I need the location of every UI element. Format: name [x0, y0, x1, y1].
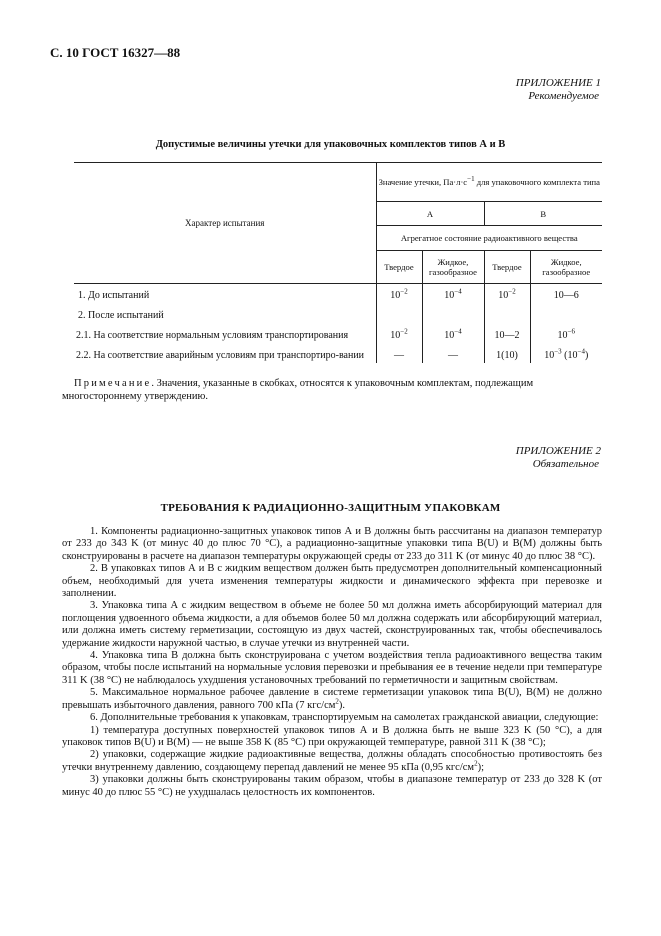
table-row — [74, 303, 602, 323]
appendix-2-label — [516, 445, 601, 471]
note-text: . Значения, указанные в скобках, относятся к упаковочным комплектам, подлежащим многостороннему утверждению. — [62, 378, 534, 402]
cell-a-solid: $10^{-2}$ — [376, 323, 422, 343]
a-solid-header: Твердое — [376, 251, 422, 284]
paragraph-4: 4. Упаковка типа В должна быть сконструирована с учетом воздействия тепла радиоактивного вещества таким образом, чтобы после испытаний на нормальные условия перевозки и пребывания ее в течение недели при температуре 311 K (38 °C) не наблюдалось ухудшения установочных требований по герметичности и защитным свойствам. — [62, 650, 602, 686]
leak-header-text: Значение утечки, Па·л·с — [378, 177, 468, 187]
paragraph-6: 6. Дополнительные требования к упаковкам, транспортируемым на самолетах гражданской авиации, следующие: — [90, 712, 599, 724]
cell-b-solid: 1(10) — [484, 343, 530, 363]
row-label: 1. До испытаний — [78, 290, 150, 301]
page-header: С. 10 ГОСТ 16327—88 — [50, 45, 181, 60]
paragraph-3: 3. Упаковка типа А с жидким веществом в объеме не более 50 мл должна иметь абсорбирующий материал для поглощения удвоенного объема жидкости, а для объемов более 50 мл должна содержать или абсорбирующий материал, или должна иметь систему герметизации, состоящую из двух частей, сконструированных так, чтобы обеспечивалось удержание жидкости наружной частью, в случае утечки из внутренней части. — [62, 600, 602, 649]
col-leak-header — [376, 163, 602, 202]
paragraph-6-2: 2) упаковки, содержащие жидкие радиоактивные вещества, должны обладать способностью противостоять без утечки внутреннему давлению, создающему перепад давлений не менее 95 кПа (0,95 кгс/$см^2$); — [62, 749, 602, 773]
paragraph-2: 2. В упаковках типов А и В с жидким веществом должен быть предусмотрен дополнительный компенсационный объем, необходимый для учета изменения температуры жидкости и динамического эффекта при перевозке и заполнении. — [62, 563, 602, 600]
requirements-text — [62, 526, 602, 799]
cell-b-solid: 10—2 — [484, 323, 530, 343]
leak-header-suffix: для упаковочного комплекта типа — [474, 177, 600, 187]
section-title: ТРЕБОВАНИЯ К РАДИАЦИОННО-ЗАЩИТНЫМ УПАКОВКАМ — [160, 502, 501, 514]
table-row — [74, 343, 602, 363]
cell-a-liquid: — — [422, 343, 484, 363]
appendix-2-title: ПРИЛОЖЕНИЕ 2 — [515, 445, 601, 457]
paragraph-6-3: 3) упаковки должны быть сконструированы таким образом, чтобы в диапазоне температур от 233 до 328 K (от минус 40 до плюс 55 °C) не ухудшалась целостность их компонентов. — [62, 774, 602, 798]
cell-empty — [484, 303, 530, 323]
appendix-1-title: ПРИЛОЖЕНИЕ 1 — [515, 77, 601, 89]
note-lead: Примечание — [74, 378, 152, 389]
cell-b-liquid: $10^{-6}$ — [530, 323, 602, 343]
table-row — [74, 284, 602, 304]
row-label: 2. После испытаний — [78, 310, 164, 321]
row-label: 2.1. На соответствие нормальным условиям транспортирования — [76, 330, 349, 341]
cell-b-liquid: $10^{-3}$ $(10^{-4})$ — [530, 343, 602, 363]
paragraph-1: 1. Компоненты радиационно-защитных упаковок типов А и В должны быть рассчитаны на диапазон температур от 233 до 343 K (от минус 40 до плюс 70 °C), а радиационно-защитные упаковки типа B(U) и B(M) должны быть сконструированы в расчете на диапазон температуры окружающей среды от 233 до 311 K (от минус 40 до плюс 38 °C). — [62, 526, 602, 562]
cell-b-solid: $10^{-2}$ — [484, 284, 530, 304]
appendix-1-label — [516, 77, 601, 103]
cell-a-liquid: $10^{-4}$ — [422, 323, 484, 343]
paragraph-6-1: 1) температура доступных поверхностей упаковок типов А и В должна быть не выше 323 K (50 °C), а для упаковок типов B(U) и B(M) — не выше 358 K (85 °C) при окружающей температуре, равной 311 K (38 °C); — [62, 724, 602, 748]
row-label: 2.2. На соответствие аварийным условиям при транспортиро-вании — [76, 350, 365, 361]
cell-empty — [376, 303, 422, 323]
cell-empty — [422, 303, 484, 323]
leak-values-table — [74, 162, 602, 363]
a-liquid-header: Жидкое, газообразное — [422, 251, 484, 284]
cell-b-liquid: 10—6 — [530, 284, 602, 304]
cell-a-solid: — — [376, 343, 422, 363]
b-solid-header: Твердое — [484, 251, 530, 284]
table-title: Допустимые величины утечки для упаковочных комплектов типов А и В — [155, 139, 506, 150]
leak-header-exp: −1 — [467, 175, 475, 184]
state-header: Агрегатное состояние радиоактивного вещества — [376, 226, 602, 251]
col-characteristic-header: Характер испытания — [74, 163, 376, 284]
cell-a-solid: $10^{-2}$ — [376, 284, 422, 304]
paragraph-5: 5. Максимальное нормальное рабочее давление в системе герметизации упаковок типа B(U), B(M) не должно превышать избыточного давления, равного 700 кПа (7 кгс/$см^2$). — [62, 687, 602, 711]
type-b-header: В — [484, 202, 602, 226]
b-liquid-header: Жидкое, газообразное — [530, 251, 602, 284]
table-row — [74, 323, 602, 343]
cell-a-liquid: $10^{-4}$ — [422, 284, 484, 304]
appendix-2-subtitle: Обязательное — [532, 458, 599, 470]
appendix-1-subtitle: Рекомендуемое — [528, 90, 599, 102]
table-note — [62, 377, 602, 403]
cell-empty — [530, 303, 602, 323]
type-a-header: А — [376, 202, 484, 226]
